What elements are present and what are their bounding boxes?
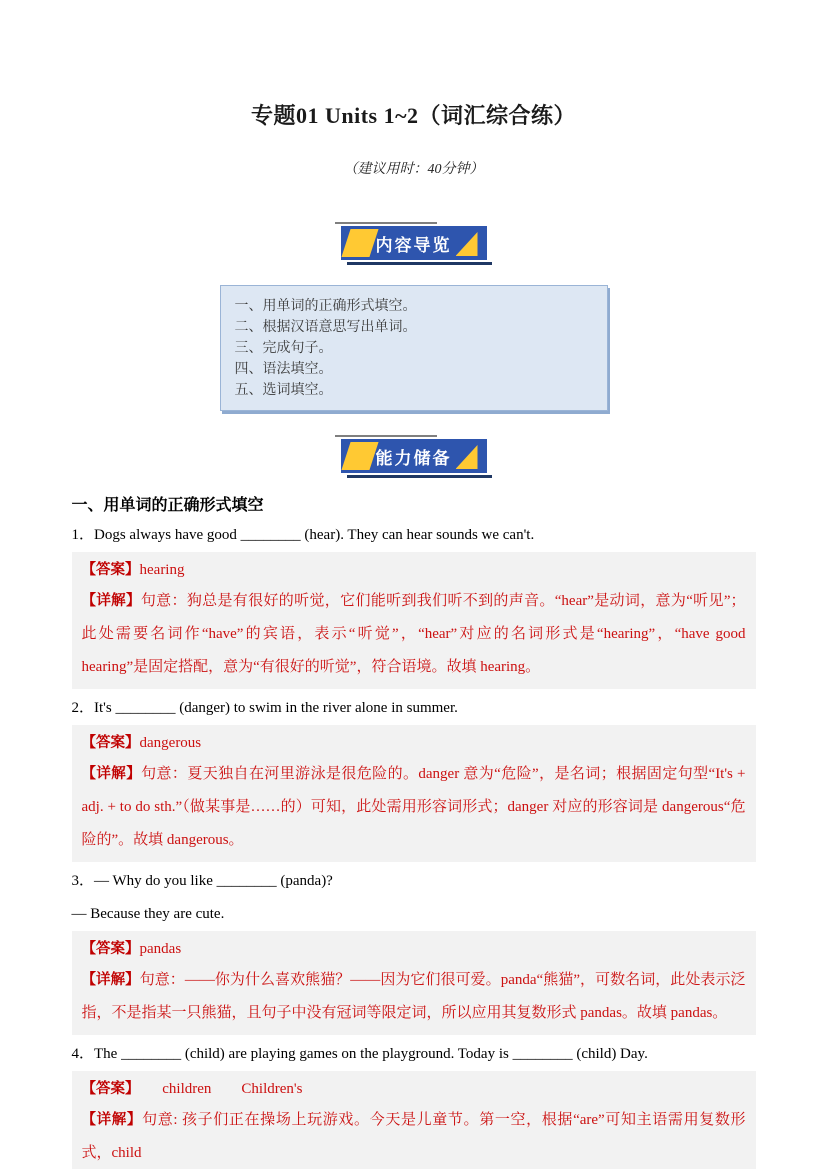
banner-ability <box>341 435 487 478</box>
banner-contents-label: 内容导览 <box>375 235 452 255</box>
answer-line <box>82 934 746 964</box>
answer-box <box>72 931 756 1035</box>
answer-box <box>72 1071 756 1169</box>
explanation-label: 【详解】 <box>81 1112 143 1128</box>
banner-top-line <box>335 435 437 437</box>
question-block-3 <box>72 871 756 1035</box>
question-text: 2．It's ________ (danger) to swim in the river alone in summer. <box>71 700 458 716</box>
answer-box <box>72 725 756 862</box>
contents-item-2: 二、根据汉语意思写出单词。 <box>234 318 417 334</box>
banner-bottom-line <box>347 475 492 478</box>
explanation-text: 句意：夏天独自在河里游泳是很危险的。danger 意为“危险”，是名词；根据固定句型“It's + adj. + to do sth.”（做某事是……的）可知，此处需用形容词形式；danger 对应的形容词是 dangerous“危险的”。故填 dangerous。 <box>81 766 746 848</box>
explanation-text: 句意：——你为什么喜欢熊猫？——因为它们很可爱。panda“熊猫”，可数名词，此处表示泛指，不是指某一只熊猫，且句子中没有冠词等限定词，所以应用其复数形式 pandas。故填 pandas。 <box>81 972 746 1021</box>
section-heading: 一、用单词的正确形式填空 <box>71 497 264 514</box>
question-text: 1．Dogs always have good ________ (hear). They can hear sounds we can't. <box>71 527 535 543</box>
answer-label: 【答案】 <box>81 1081 133 1097</box>
explanation-label: 【详解】 <box>81 972 140 988</box>
banner-contents <box>341 222 487 265</box>
banner-ability-label: 能力储备 <box>375 448 452 468</box>
answer-box <box>72 552 756 689</box>
explanation-label: 【详解】 <box>81 766 142 782</box>
page-content <box>72 0 756 1169</box>
explanation-line <box>82 1104 746 1169</box>
explanation-label: 【详解】 <box>81 593 141 609</box>
contents-item-1: 一、用单词的正确形式填空。 <box>234 297 417 313</box>
contents-item-4: 四、语法填空。 <box>234 360 333 376</box>
question-block-2 <box>72 698 756 862</box>
answer-label: 【答案】 <box>81 941 140 957</box>
explanation-line <box>82 585 746 684</box>
question-text: — Because they are cute. <box>71 906 225 922</box>
question-block-4 <box>72 1044 756 1169</box>
banner-ribbon <box>341 439 487 473</box>
answer-value: hearing <box>139 562 185 578</box>
answer-line <box>82 728 746 758</box>
answer-value: dangerous <box>139 735 202 751</box>
explanation-line <box>82 758 746 857</box>
banner-ribbon <box>341 226 487 260</box>
answer-label: 【答案】 <box>81 562 140 578</box>
answer-value: children Children's <box>132 1081 303 1097</box>
contents-overview-box <box>220 285 608 411</box>
contents-item-5: 五、选词填空。 <box>234 381 333 397</box>
page-subtitle: （建议用时：40分钟） <box>343 162 484 177</box>
contents-item-3: 三、完成句子。 <box>234 339 333 355</box>
question-text: 4．The ________ (child) are playing games on the playground. Today is ________ (child) Day. <box>71 1046 648 1062</box>
answer-value: pandas <box>139 941 182 957</box>
explanation-line <box>82 964 746 1030</box>
answer-line <box>82 555 746 585</box>
answer-label: 【答案】 <box>81 735 140 751</box>
answer-line <box>82 1074 746 1104</box>
explanation-text: 句意：狗总是有很好的听觉，它们能听到我们听不到的声音。“hear”是动词，意为“听见”；此处需要名词作“have”的宾语，表示“听觉”，“hear”对应的名词形式是“hearing”，“have good hearing”是固定搭配，意为“有很好的听觉”，符合语境。故填 hearing。 <box>81 593 746 675</box>
banner-top-line <box>335 222 437 224</box>
question-text: 3．— Why do you like ________ (panda)? <box>71 873 333 889</box>
question-block-1 <box>72 525 756 689</box>
page-title: 专题01 Units 1~2（词汇综合练） <box>250 103 577 128</box>
explanation-text: 句意: 孩子们正在操场上玩游戏。今天是儿童节。第一空，根据“are”可知主语需用复数形式，child <box>81 1112 746 1161</box>
banner-bottom-line <box>347 262 492 265</box>
